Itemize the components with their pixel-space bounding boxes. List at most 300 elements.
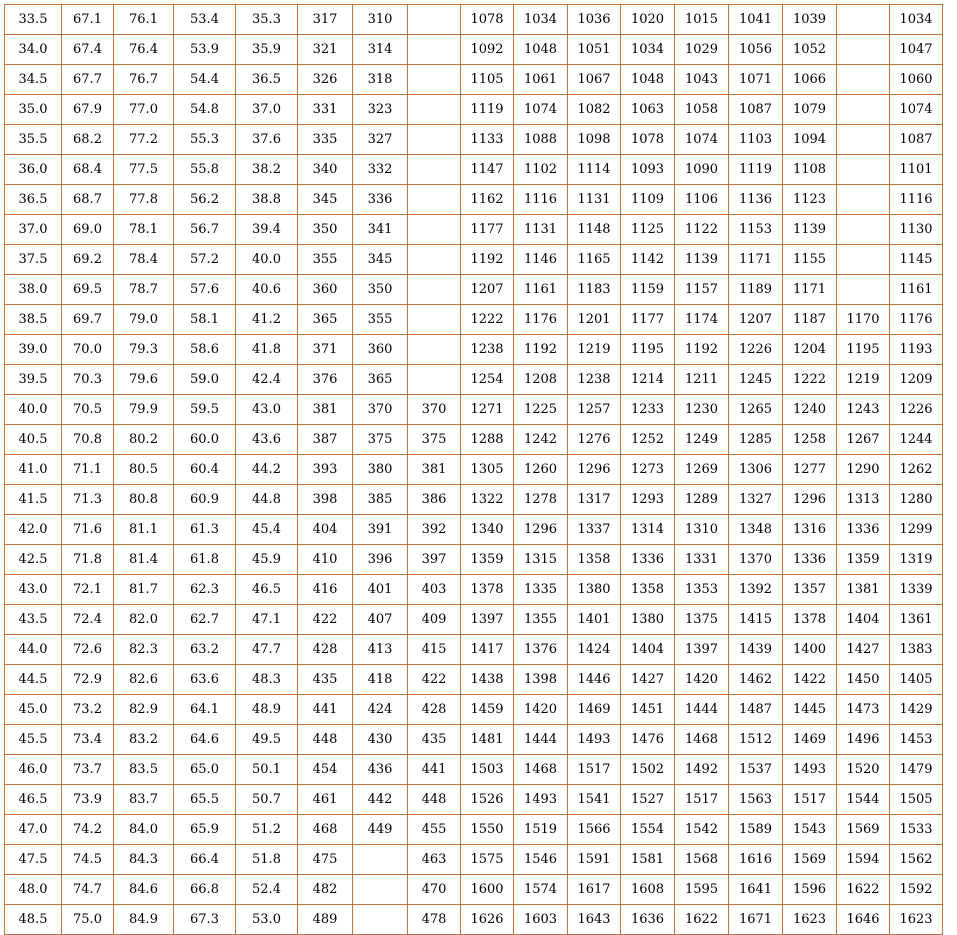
- table-cell: 36.5: [5, 185, 62, 215]
- table-cell: 1314: [621, 515, 675, 545]
- table-cell: 41.0: [5, 455, 62, 485]
- table-cell: 83.5: [114, 755, 174, 785]
- table-cell: 35.9: [236, 35, 298, 65]
- table-row: [5, 905, 943, 935]
- table-row: [5, 575, 943, 605]
- table-cell: 1288: [461, 425, 514, 455]
- table-cell: [408, 215, 461, 245]
- table-cell: 1315: [514, 545, 568, 575]
- table-cell: 1267: [837, 425, 890, 455]
- table-cell: 67.7: [62, 65, 114, 95]
- table-cell: 56.7: [174, 215, 236, 245]
- table-cell: 83.7: [114, 785, 174, 815]
- table-row: [5, 665, 943, 695]
- table-cell: 1240: [783, 395, 837, 425]
- table-cell: 1171: [783, 275, 837, 305]
- table-cell: 1415: [729, 605, 783, 635]
- table-cell: 1646: [837, 905, 890, 935]
- table-cell: 1358: [568, 545, 621, 575]
- table-cell: [353, 845, 408, 875]
- table-cell: 1445: [783, 695, 837, 725]
- table-cell: 1187: [783, 305, 837, 335]
- table-cell: 355: [298, 245, 353, 275]
- table-cell: 47.1: [236, 605, 298, 635]
- table-cell: 74.2: [62, 815, 114, 845]
- table-cell: 1034: [514, 5, 568, 35]
- table-cell: 441: [298, 695, 353, 725]
- table-cell: 1322: [461, 485, 514, 515]
- table-cell: 72.4: [62, 605, 114, 635]
- table-cell: 1380: [621, 605, 675, 635]
- table-cell: 1041: [729, 5, 783, 35]
- table-cell: 71.3: [62, 485, 114, 515]
- table-cell: 1319: [890, 545, 943, 575]
- table-cell: 1174: [675, 305, 729, 335]
- hardness-conversion-table: [4, 4, 943, 935]
- table-cell: 1036: [568, 5, 621, 35]
- table-cell: [408, 35, 461, 65]
- table-row: [5, 275, 943, 305]
- table-cell: 61.3: [174, 515, 236, 545]
- table-row: [5, 95, 943, 125]
- table-cell: 48.5: [5, 905, 62, 935]
- table-cell: 47.0: [5, 815, 62, 845]
- table-cell: [837, 65, 890, 95]
- table-cell: 1468: [514, 755, 568, 785]
- table-cell: 435: [408, 725, 461, 755]
- table-cell: 1273: [621, 455, 675, 485]
- table-cell: [837, 275, 890, 305]
- table-row: [5, 755, 943, 785]
- table-cell: 1148: [568, 215, 621, 245]
- table-cell: 1116: [514, 185, 568, 215]
- table-cell: 1479: [890, 755, 943, 785]
- table-cell: 36.0: [5, 155, 62, 185]
- table-cell: 1299: [890, 515, 943, 545]
- table-cell: [837, 155, 890, 185]
- table-cell: 317: [298, 5, 353, 35]
- table-cell: 1130: [890, 215, 943, 245]
- table-row: [5, 725, 943, 755]
- table-cell: 1493: [514, 785, 568, 815]
- table-cell: 43.5: [5, 605, 62, 635]
- table-cell: 1375: [675, 605, 729, 635]
- table-cell: 1105: [461, 65, 514, 95]
- table-cell: [837, 5, 890, 35]
- table-cell: 1183: [568, 275, 621, 305]
- table-cell: 37.0: [5, 215, 62, 245]
- table-cell: 396: [353, 545, 408, 575]
- table-cell: 70.3: [62, 365, 114, 395]
- table-cell: 1071: [729, 65, 783, 95]
- table-cell: 489: [298, 905, 353, 935]
- table-cell: 1336: [621, 545, 675, 575]
- table-cell: 1503: [461, 755, 514, 785]
- table-cell: 1381: [837, 575, 890, 605]
- table-cell: 41.8: [236, 335, 298, 365]
- table-cell: 1159: [621, 275, 675, 305]
- table-cell: 1517: [783, 785, 837, 815]
- table-cell: 1090: [675, 155, 729, 185]
- table-cell: 365: [353, 365, 408, 395]
- table-cell: 42.0: [5, 515, 62, 545]
- table-cell: 1161: [514, 275, 568, 305]
- table-cell: 82.9: [114, 695, 174, 725]
- table-cell: 53.4: [174, 5, 236, 35]
- table-cell: 370: [408, 395, 461, 425]
- table-cell: 1526: [461, 785, 514, 815]
- table-cell: 1078: [461, 5, 514, 35]
- table-cell: 1238: [461, 335, 514, 365]
- table-cell: 1296: [568, 455, 621, 485]
- table-cell: 60.9: [174, 485, 236, 515]
- table-row: [5, 65, 943, 95]
- table-cell: 75.0: [62, 905, 114, 935]
- table-cell: 40.6: [236, 275, 298, 305]
- table-cell: 1074: [675, 125, 729, 155]
- table-cell: 1641: [729, 875, 783, 905]
- table-cell: [408, 95, 461, 125]
- table-cell: 65.5: [174, 785, 236, 815]
- table-cell: [837, 125, 890, 155]
- table-cell: 360: [298, 275, 353, 305]
- table-cell: 76.1: [114, 5, 174, 35]
- table-cell: 448: [408, 785, 461, 815]
- table-cell: 84.3: [114, 845, 174, 875]
- table-cell: 1193: [890, 335, 943, 365]
- table-cell: 428: [408, 695, 461, 725]
- table-cell: 1290: [837, 455, 890, 485]
- table-cell: 1293: [621, 485, 675, 515]
- table-cell: 1671: [729, 905, 783, 935]
- table-cell: 1125: [621, 215, 675, 245]
- table-cell: 1541: [568, 785, 621, 815]
- table-cell: 1554: [621, 815, 675, 845]
- table-cell: 403: [408, 575, 461, 605]
- table-cell: 418: [353, 665, 408, 695]
- table-cell: 370: [353, 395, 408, 425]
- table-cell: 1195: [837, 335, 890, 365]
- table-cell: 1225: [514, 395, 568, 425]
- table-cell: 1074: [514, 95, 568, 125]
- table-cell: 1093: [621, 155, 675, 185]
- table-cell: 1052: [783, 35, 837, 65]
- table-cell: [837, 215, 890, 245]
- table-cell: 62.7: [174, 605, 236, 635]
- table-cell: 44.5: [5, 665, 62, 695]
- table-cell: 454: [298, 755, 353, 785]
- table-cell: 1165: [568, 245, 621, 275]
- table-cell: [408, 65, 461, 95]
- table-cell: 1243: [837, 395, 890, 425]
- table-cell: 73.9: [62, 785, 114, 815]
- table-cell: [837, 185, 890, 215]
- table-cell: 74.7: [62, 875, 114, 905]
- table-cell: 1517: [675, 785, 729, 815]
- table-cell: 82.3: [114, 635, 174, 665]
- table-cell: 1473: [837, 695, 890, 725]
- table-cell: 1108: [783, 155, 837, 185]
- table-cell: 1254: [461, 365, 514, 395]
- table-cell: 1594: [837, 845, 890, 875]
- table-cell: 381: [408, 455, 461, 485]
- table-cell: 1047: [890, 35, 943, 65]
- table-cell: 375: [353, 425, 408, 455]
- table-cell: 1520: [837, 755, 890, 785]
- table-cell: 345: [298, 185, 353, 215]
- table-cell: 79.9: [114, 395, 174, 425]
- table-cell: 1249: [675, 425, 729, 455]
- table-cell: 1226: [890, 395, 943, 425]
- table-cell: 1192: [514, 335, 568, 365]
- table-cell: 327: [353, 125, 408, 155]
- table-cell: [408, 275, 461, 305]
- table-row: [5, 305, 943, 335]
- table-cell: 1252: [621, 425, 675, 455]
- table-cell: 335: [298, 125, 353, 155]
- table-cell: 1257: [568, 395, 621, 425]
- table-cell: 45.0: [5, 695, 62, 725]
- table-cell: 1133: [461, 125, 514, 155]
- table-cell: 1082: [568, 95, 621, 125]
- table-cell: 1177: [461, 215, 514, 245]
- table-row: [5, 785, 943, 815]
- table-cell: 1469: [568, 695, 621, 725]
- table-cell: 409: [408, 605, 461, 635]
- table-cell: 33.5: [5, 5, 62, 35]
- table-cell: [408, 185, 461, 215]
- table-cell: 58.1: [174, 305, 236, 335]
- table-cell: 1404: [837, 605, 890, 635]
- table-cell: 78.1: [114, 215, 174, 245]
- table-cell: 430: [353, 725, 408, 755]
- table-cell: 1600: [461, 875, 514, 905]
- table-cell: 442: [353, 785, 408, 815]
- table-cell: 1451: [621, 695, 675, 725]
- table-cell: 1542: [675, 815, 729, 845]
- table-cell: 38.0: [5, 275, 62, 305]
- table-cell: [408, 155, 461, 185]
- table-cell: 1336: [783, 545, 837, 575]
- table-cell: 1278: [514, 485, 568, 515]
- table-cell: 1424: [568, 635, 621, 665]
- table-cell: 1512: [729, 725, 783, 755]
- table-row: [5, 185, 943, 215]
- table-cell: 1357: [783, 575, 837, 605]
- table-cell: 1147: [461, 155, 514, 185]
- table-row: [5, 35, 943, 65]
- table-cell: 1176: [890, 305, 943, 335]
- table-cell: 1063: [621, 95, 675, 125]
- table-cell: 42.5: [5, 545, 62, 575]
- table-cell: 350: [298, 215, 353, 245]
- table-cell: 44.0: [5, 635, 62, 665]
- table-cell: 1079: [783, 95, 837, 125]
- table-cell: 63.2: [174, 635, 236, 665]
- table-cell: 77.5: [114, 155, 174, 185]
- table-cell: 43.0: [236, 395, 298, 425]
- table-cell: 1468: [675, 725, 729, 755]
- table-cell: 314: [353, 35, 408, 65]
- table-cell: 1378: [461, 575, 514, 605]
- table-cell: 1276: [568, 425, 621, 455]
- table-cell: 1439: [729, 635, 783, 665]
- table-cell: 1438: [461, 665, 514, 695]
- table-cell: 77.8: [114, 185, 174, 215]
- table-cell: 34.5: [5, 65, 62, 95]
- table-cell: 70.8: [62, 425, 114, 455]
- table-cell: 1608: [621, 875, 675, 905]
- table-cell: 73.2: [62, 695, 114, 725]
- table-cell: 1192: [675, 335, 729, 365]
- table-row: [5, 605, 943, 635]
- table-cell: [408, 5, 461, 35]
- table-cell: 1122: [675, 215, 729, 245]
- table-cell: [353, 875, 408, 905]
- table-cell: 36.5: [236, 65, 298, 95]
- table-cell: 81.7: [114, 575, 174, 605]
- table-cell: 64.1: [174, 695, 236, 725]
- table-cell: 415: [408, 635, 461, 665]
- table-cell: 61.8: [174, 545, 236, 575]
- table-cell: 79.3: [114, 335, 174, 365]
- table-cell: 1544: [837, 785, 890, 815]
- table-cell: 1316: [783, 515, 837, 545]
- table-cell: 448: [298, 725, 353, 755]
- table-cell: 435: [298, 665, 353, 695]
- table-cell: 1039: [783, 5, 837, 35]
- table-cell: 53.0: [236, 905, 298, 935]
- table-cell: 398: [298, 485, 353, 515]
- table-cell: 79.6: [114, 365, 174, 395]
- table-cell: 1119: [729, 155, 783, 185]
- table-row: [5, 395, 943, 425]
- table-cell: 1636: [621, 905, 675, 935]
- table-cell: 1305: [461, 455, 514, 485]
- table-cell: 48.0: [5, 875, 62, 905]
- table-cell: 1380: [568, 575, 621, 605]
- table-cell: 1192: [461, 245, 514, 275]
- table-cell: 1462: [729, 665, 783, 695]
- table-cell: 1087: [729, 95, 783, 125]
- table-cell: 1296: [514, 515, 568, 545]
- table-cell: 1502: [621, 755, 675, 785]
- table-cell: 1146: [514, 245, 568, 275]
- table-cell: 1595: [675, 875, 729, 905]
- table-cell: 1546: [514, 845, 568, 875]
- table-cell: [837, 35, 890, 65]
- table-cell: 1623: [890, 905, 943, 935]
- table-cell: 1643: [568, 905, 621, 935]
- table-cell: 385: [353, 485, 408, 515]
- table-cell: 1245: [729, 365, 783, 395]
- table-cell: 1481: [461, 725, 514, 755]
- table-cell: 1211: [675, 365, 729, 395]
- table-cell: 1161: [890, 275, 943, 305]
- table-cell: 340: [298, 155, 353, 185]
- table-cell: 43.6: [236, 425, 298, 455]
- table-cell: 1405: [890, 665, 943, 695]
- table-cell: 71.8: [62, 545, 114, 575]
- table-cell: 1527: [621, 785, 675, 815]
- table-cell: 1289: [675, 485, 729, 515]
- table-cell: 81.1: [114, 515, 174, 545]
- table-cell: [408, 125, 461, 155]
- table-cell: 47.7: [236, 635, 298, 665]
- table-cell: 80.2: [114, 425, 174, 455]
- table-cell: 1271: [461, 395, 514, 425]
- table-cell: 71.6: [62, 515, 114, 545]
- table-cell: 1568: [675, 845, 729, 875]
- table-cell: 1207: [729, 305, 783, 335]
- table-row: [5, 635, 943, 665]
- table-cell: 1444: [675, 695, 729, 725]
- table-cell: 336: [353, 185, 408, 215]
- table-cell: 1078: [621, 125, 675, 155]
- table-cell: 1285: [729, 425, 783, 455]
- table-cell: 44.8: [236, 485, 298, 515]
- table-cell: 1569: [837, 815, 890, 845]
- table-cell: 1101: [890, 155, 943, 185]
- table-cell: 1204: [783, 335, 837, 365]
- table-cell: 59.5: [174, 395, 236, 425]
- table-cell: 1417: [461, 635, 514, 665]
- table-cell: 45.5: [5, 725, 62, 755]
- table-cell: 1043: [675, 65, 729, 95]
- table-cell: 1404: [621, 635, 675, 665]
- table-cell: 441: [408, 755, 461, 785]
- table-cell: 1155: [783, 245, 837, 275]
- table-cell: [408, 335, 461, 365]
- table-cell: 1102: [514, 155, 568, 185]
- table-cell: 355: [353, 305, 408, 335]
- table-cell: 410: [298, 545, 353, 575]
- table-cell: 78.7: [114, 275, 174, 305]
- table-row: [5, 335, 943, 365]
- table-cell: 80.8: [114, 485, 174, 515]
- table-cell: 1420: [514, 695, 568, 725]
- table-cell: 41.2: [236, 305, 298, 335]
- table-cell: 62.3: [174, 575, 236, 605]
- table-cell: 35.0: [5, 95, 62, 125]
- table-cell: 1131: [568, 185, 621, 215]
- table-cell: 1162: [461, 185, 514, 215]
- table-cell: 76.7: [114, 65, 174, 95]
- table-cell: 60.0: [174, 425, 236, 455]
- table-cell: 1153: [729, 215, 783, 245]
- table-cell: 1195: [621, 335, 675, 365]
- table-cell: 1207: [461, 275, 514, 305]
- table-cell: 37.6: [236, 125, 298, 155]
- table-cell: 64.6: [174, 725, 236, 755]
- table-cell: 468: [298, 815, 353, 845]
- table-cell: 1537: [729, 755, 783, 785]
- table-cell: 401: [353, 575, 408, 605]
- table-cell: 68.2: [62, 125, 114, 155]
- table-cell: 80.5: [114, 455, 174, 485]
- table-cell: 371: [298, 335, 353, 365]
- table-cell: 46.5: [236, 575, 298, 605]
- table-cell: 1306: [729, 455, 783, 485]
- table-cell: 381: [298, 395, 353, 425]
- table-cell: 393: [298, 455, 353, 485]
- table-cell: 1378: [783, 605, 837, 635]
- table-cell: 1596: [783, 875, 837, 905]
- table-cell: 76.4: [114, 35, 174, 65]
- table-cell: 1058: [675, 95, 729, 125]
- table-cell: 326: [298, 65, 353, 95]
- table-cell: 1233: [621, 395, 675, 425]
